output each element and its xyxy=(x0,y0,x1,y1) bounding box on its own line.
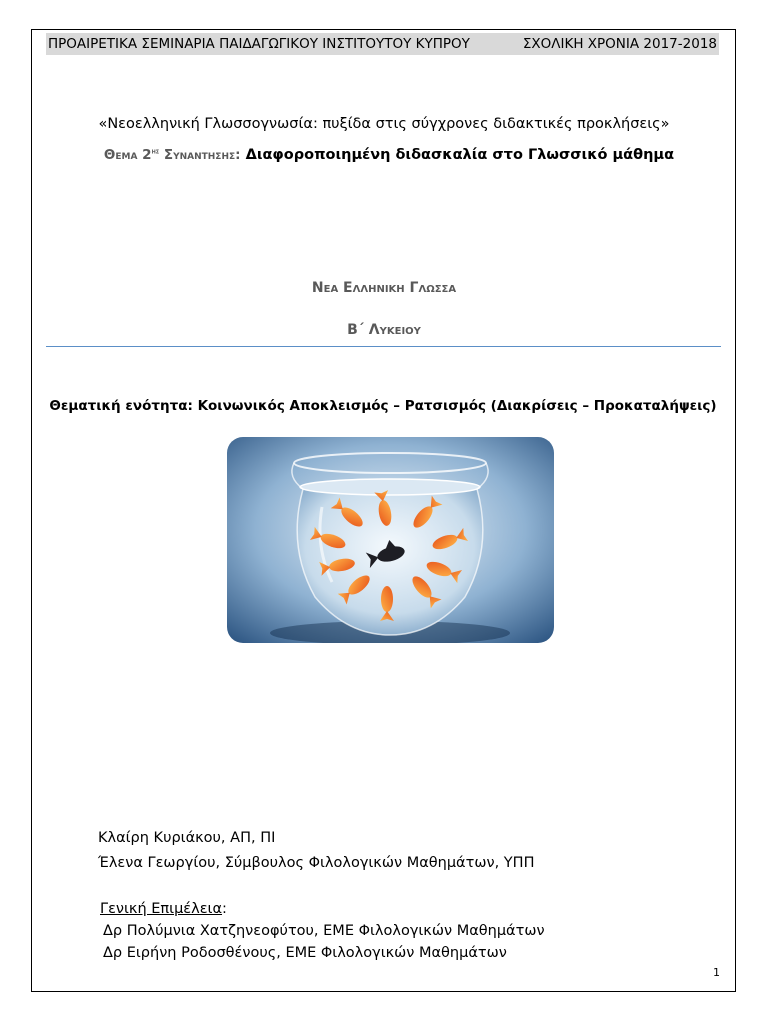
editing-block xyxy=(100,898,545,964)
fishbowl-image xyxy=(227,437,554,643)
grade-title: Β΄ Λυκειου xyxy=(347,322,421,338)
thematic-unit: Θεματική ενότητα: Κοινωνικός Αποκλεισμός – Ρατσισμός (Διακρίσεις – Προκαταλήψεις) xyxy=(49,398,717,414)
seminar-title: «Νεοελληνική Γλωσσογνωσία: πυξίδα στις σύγχρονες διδακτικές προκλήσεις» xyxy=(98,116,670,132)
meeting-topic: Διαφοροποιημένη διδασκαλία στο Γλωσσικό μάθημα xyxy=(240,147,675,163)
author-1: Κλαίρη Κυριάκου, ΑΠ, ΠΙ xyxy=(98,830,276,846)
header-school-year: ΣΧΟΛΙΚΗ ΧΡΟΝΙΑ 2017-2018 xyxy=(522,36,717,52)
authors-block xyxy=(98,826,534,876)
subject-title: Νεα Ελληνικη Γλωσσα xyxy=(311,280,457,296)
meeting-label: Θεμα $2^{\eta\varsigma}$ Συναντησης: xyxy=(103,147,241,163)
header-institute: ΠΡΟΑΙΡΕΤΙΚΑ ΣΕΜΙΝΑΡΙΑ ΠΑΙΔΑΓΩΓΙΚΟΥ ΙΝΣΤΙΤΟΥΤΟΥ ΚΥΠΡΟΥ xyxy=(48,36,470,52)
editing-label: Γενική Επιμέλεια xyxy=(100,901,223,917)
editor-2: Δρ Ειρήνη Ροδοσθένους, ΕΜΕ Φιλολογικών Μαθημάτων xyxy=(103,945,507,961)
author-2: Έλενα Γεωργίου, Σύμβουλος Φιλολογικών Μαθημάτων, ΥΠΠ xyxy=(98,855,535,871)
meeting-line xyxy=(0,147,768,163)
header-bar xyxy=(46,33,719,55)
divider-line xyxy=(46,346,721,347)
editing-heading: Γενική Επιμέλεια: xyxy=(100,901,227,917)
page-number: 1 xyxy=(713,966,720,979)
editor-1: Δρ Πολύμνια Χατζηνεοφύτου, ΕΜΕ Φιλολογικών Μαθημάτων xyxy=(103,923,545,939)
